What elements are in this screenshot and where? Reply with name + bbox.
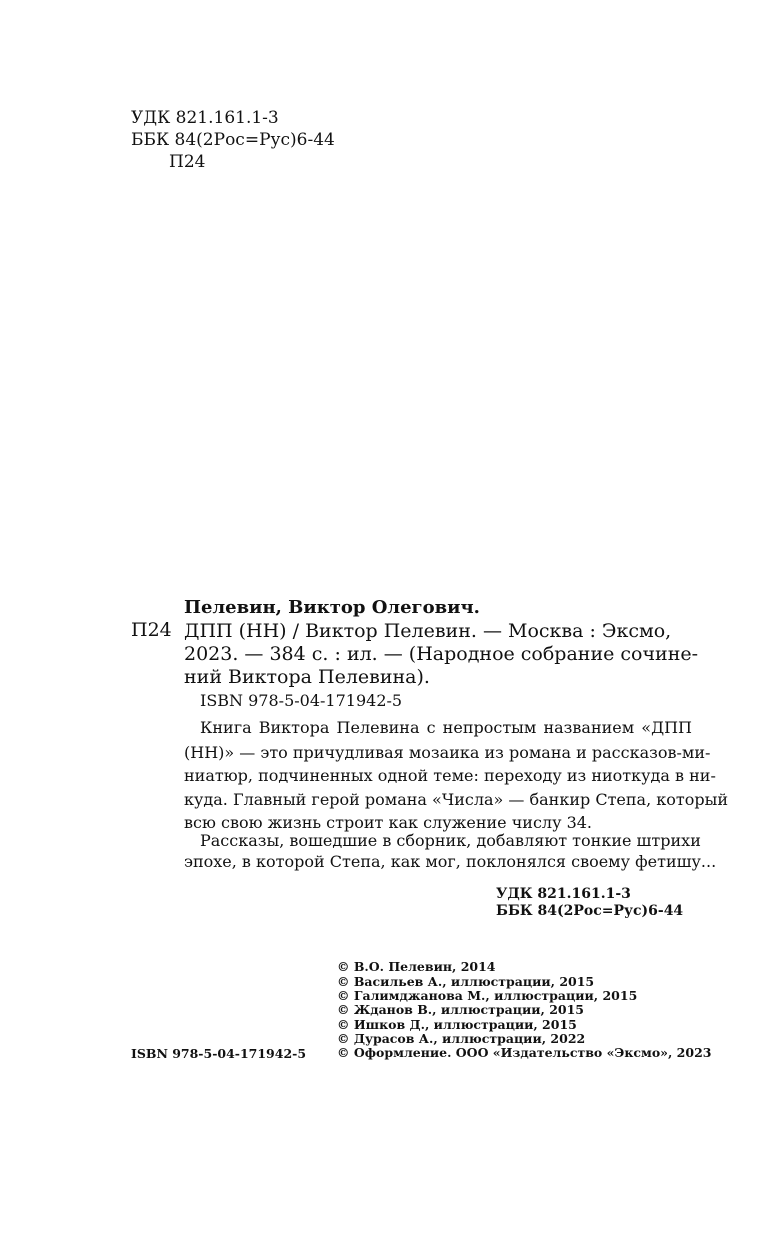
entry-author-sign: П24 bbox=[131, 619, 172, 641]
author-sign: П24 bbox=[169, 152, 206, 172]
annotation-line: ниатюр, подчиненных одной теме: переходу из ниоткуда в ни- bbox=[184, 766, 716, 785]
description-line: ний Виктора Пелевина). bbox=[184, 666, 430, 688]
isbn: ISBN 978-5-04-171942-5 bbox=[200, 691, 403, 710]
udk-code: УДК 821.161.1-3 bbox=[131, 108, 279, 128]
annotation-line: куда. Главный герой романа «Числа» — банкир Степа, который bbox=[184, 790, 729, 809]
copyright-line: © В.О. Пелевин, 2014 bbox=[337, 959, 496, 974]
copyright-line: © Васильев А., иллюстрации, 2015 bbox=[337, 974, 595, 989]
description-line: ДПП (НН) / Виктор Пелевин. — Москва : Эксмо, bbox=[184, 620, 672, 642]
annotation-line: Рассказы, вошедшие в сборник, добавляют тонкие штрихи bbox=[200, 831, 701, 850]
annotation-line: всю свою жизнь строит как служение числу 34. bbox=[184, 813, 593, 832]
copyright-line: © Ишков Д., иллюстрации, 2015 bbox=[337, 1017, 577, 1032]
annotation-line: (НН)» — это причудливая мозаика из романа и рассказов-ми- bbox=[184, 743, 711, 762]
copyright-line: © Жданов В., иллюстрации, 2015 bbox=[337, 1002, 585, 1017]
copyright-line: © Оформление. ООО «Издательство «Эксмо», 2023 bbox=[337, 1045, 712, 1060]
annotation-line: эпохе, в которой Степа, как мог, поклонялся своему фетишу... bbox=[184, 852, 717, 871]
copyright-line: © Галимджанова М., иллюстрации, 2015 bbox=[337, 988, 638, 1003]
description-line: 2023. — 384 с. : ил. — (Народное собрание сочине- bbox=[184, 643, 699, 665]
udk-code: УДК 821.161.1-3 bbox=[496, 886, 631, 902]
bbk-code: ББК 84(2Рос=Рус)6-44 bbox=[131, 130, 335, 150]
isbn-bottom: ISBN 978-5-04-171942-5 bbox=[131, 1046, 307, 1061]
author-heading: Пелевин, Виктор Олегович. bbox=[184, 597, 480, 618]
annotation-line: Книга Виктора Пелевина с непростым названием «ДПП bbox=[200, 718, 692, 737]
copyright-line: © Дурасов А., иллюстрации, 2022 bbox=[337, 1031, 586, 1046]
bbk-code: ББК 84(2Рос=Рус)6-44 bbox=[496, 903, 684, 919]
